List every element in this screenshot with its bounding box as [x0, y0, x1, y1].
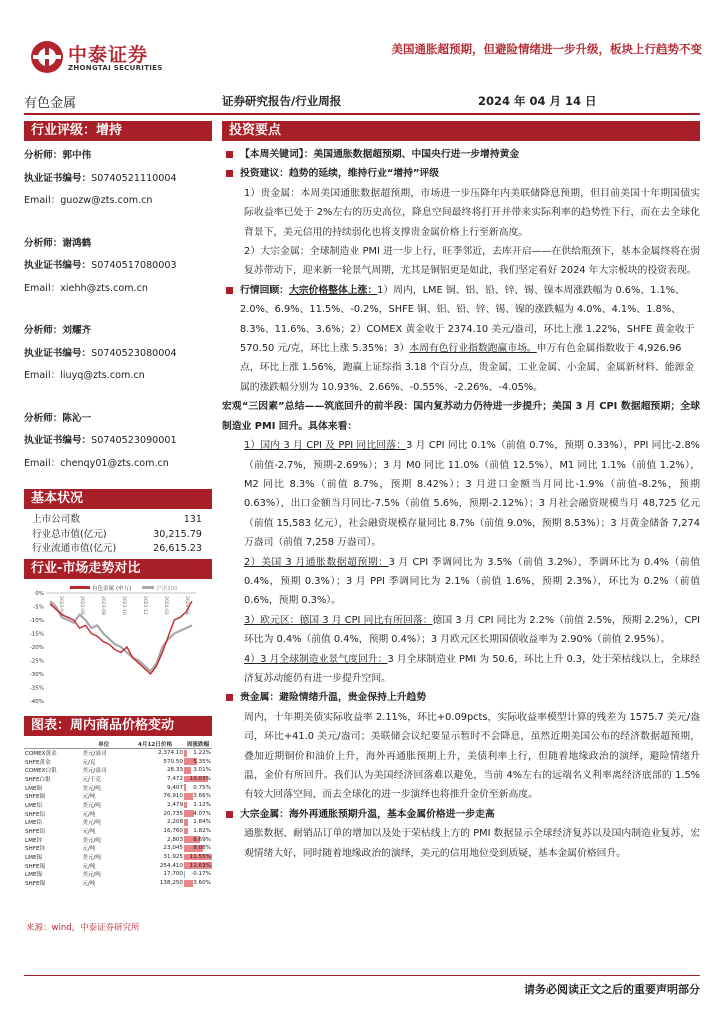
price-row — [24, 844, 212, 853]
price-unit: 元/吨 — [82, 829, 96, 836]
price-name: SHFE铝 — [25, 811, 46, 818]
logo-mark-icon — [30, 40, 64, 74]
analyst-cert: S0740523090001 — [91, 435, 177, 446]
legend-swatch — [70, 586, 90, 589]
x-tick-label: 2024-04 — [184, 595, 189, 615]
analyst-email[interactable]: liuyq@zts.com.cn — [60, 370, 145, 381]
price-name: LME铜 — [25, 785, 43, 792]
price-table — [24, 740, 212, 888]
analyst-email[interactable]: chenqy01@zts.com.cn — [60, 457, 169, 469]
company-logo — [30, 40, 190, 76]
col-header: 周涨跌幅 — [184, 740, 212, 749]
x-tick-label: 2023-04 — [58, 595, 63, 615]
price-name: SHFE镍 — [25, 881, 46, 888]
x-tick-label: 2023-08 — [100, 595, 105, 615]
price-change: 6.69% — [193, 836, 211, 843]
macro-china-title: 1）国内 3 月 CPI 及 PPI 同比回落： — [244, 440, 407, 452]
price-value: 23,045 — [163, 845, 183, 852]
series-line — [50, 601, 192, 671]
price-row — [24, 757, 212, 766]
trend-chart-svg — [24, 583, 212, 713]
x-tick-label: 2024-02 — [163, 595, 168, 615]
analyst-email-row — [24, 453, 212, 476]
analyst-email-label: Email： — [24, 195, 61, 206]
price-change: 1.82% — [193, 828, 211, 835]
main-content — [222, 121, 700, 863]
x-tick-label: 2023-12 — [142, 595, 147, 615]
y-tick-label: -5% — [33, 604, 44, 610]
price-change-bar — [184, 750, 187, 757]
price-change: 3.66% — [193, 793, 211, 800]
keyword-label: 【本周关键词】： — [240, 149, 314, 160]
price-table-bar: 图表：周内商品价格变动 — [24, 716, 212, 736]
analyst-name-row — [24, 320, 212, 343]
price-row — [24, 792, 212, 801]
legend-label: 有色金属 — [92, 585, 115, 592]
analyst-email-row — [24, 278, 212, 301]
x-tick-label: 2023-10 — [121, 595, 126, 615]
price-name: SHFE锡 — [25, 863, 46, 870]
macro-china-text: 3 月 CPI 同比 0.1%（前值 0.7%，预期 0.33%），PPI 同比-2.8%（前值-2.7%，预期-2.69%）；3 月 M0 同比 11.0%（前值 12.5%），M1 同比 1.1%（前值 1.2%），M2 同比 8.3%（前值 8.7%，预期 8.42%）；3 月进口金额当月同比-1.9%（前值-8.2%，预期 0.63%），出口金额当月同比-7.5%（前值 5.6%，预期-2.12%）；3 月社会融资规模当月 48,725 亿元（前值 15,583 亿元），社会融资规模存量同比 8.7%（前值 9.0%，预期 8.53%）；3 月黄金储备 7,274 万盎司（前值 7,258 万盎司）。 — [244, 440, 700, 549]
analyst-name: 刘耀齐 — [62, 325, 92, 336]
price-change-cell — [184, 775, 212, 784]
price-unit: 美元/吨 — [82, 855, 102, 862]
col-header: 4月12日价格 — [126, 740, 184, 749]
price-value: 17,700 — [163, 871, 183, 878]
price-change-cell — [184, 861, 212, 870]
macro-global-text: 3 月全球制造业 PMI 为 50.6，环比上升 0.3，处于荣枯线以上，全球经济复苏动能仍有进一步提升空间。 — [244, 653, 700, 684]
price-value: 16,760 — [163, 828, 183, 835]
price-change-cell — [184, 835, 212, 844]
analyst-name-row — [24, 233, 212, 256]
y-tick-label: 0% — [35, 590, 44, 597]
basic-value: 131 — [183, 514, 202, 525]
macro-china — [222, 436, 700, 552]
analyst-cert: S0740523080004 — [91, 347, 177, 359]
rating-bar: 行业评级：增持 — [24, 121, 212, 141]
advice-bullet: 投资建议：趋势的延续，维持行业“增持”评级 — [222, 164, 700, 183]
y-tick-label: -35% — [29, 685, 44, 691]
price-row — [24, 835, 212, 844]
price-unit: 元/吨 — [82, 863, 96, 870]
market-review-label: 行情回顾： — [240, 284, 289, 296]
price-value: 138,250 — [159, 880, 183, 887]
trend-chart — [24, 583, 212, 713]
macro-title: 宏观“三因素”总结——筑底回升的前半段：国内复苏动力仍待进一步提升；美国 3 月 CPI 数据超预期；全球制造业 PMI 回升。具体来看： — [222, 401, 700, 432]
price-table-header — [24, 740, 212, 749]
basic-value: 30,215.79 — [153, 528, 202, 540]
price-name: SHFE白银 — [25, 776, 51, 783]
price-unit: 元/吨 — [82, 794, 96, 801]
trend-bar: 行业-市场走势对比 — [24, 559, 212, 579]
footer-divider — [24, 975, 700, 976]
price-change-cell — [184, 879, 212, 888]
price-change-bar — [184, 828, 188, 835]
price-row — [24, 766, 212, 775]
header-divider — [24, 113, 700, 115]
price-name: LME锡 — [25, 855, 43, 862]
price-change-bar — [184, 784, 186, 791]
report-type: 证券研究报告/行业周报 — [222, 94, 342, 108]
x-tick-label: 2023-06 — [79, 595, 84, 615]
price-change: 3.60% — [193, 880, 211, 887]
macro-euro-text: 德国 3 月 CPI 同比为 2.2%（前值 2.5%，预期 2.2%），CPI 环比为 0.4%（前值 0.4%，预期 0.4%）；3 月欧元区长期国债收益率为 2.90%（前值 2.95%）。 — [244, 614, 701, 646]
y-tick-label: -15% — [29, 631, 44, 637]
price-name: COMEX白银 — [25, 768, 57, 775]
analyst-cert-row — [24, 168, 212, 191]
macro-us-text: 3 月 CPI 季调同比为 3.5%（前值 3.2%），季调环比为 0.4%（前值 0.4%，预期 0.3%）；3 月 PPI 季调同比为 2.1%（前值 1.6%，预期 2.3%），环比为 0.2%（前值 0.6%，预期 0.3%）。 — [244, 556, 700, 607]
price-row — [24, 783, 212, 792]
analyst-email[interactable]: xiehh@zts.com.cn — [60, 282, 148, 294]
price-change-bar — [184, 880, 193, 887]
y-tick-label: -30% — [29, 671, 44, 678]
price-change-cell — [184, 757, 212, 766]
analyst-name-label: 分析师： — [24, 237, 63, 249]
price-change-cell — [184, 749, 212, 758]
keyword-bullet — [222, 145, 700, 164]
price-name: LME铝 — [25, 802, 43, 809]
price-name: LME锌 — [25, 837, 43, 844]
y-tick-label: -20% — [29, 644, 44, 651]
analyst-list — [24, 145, 212, 475]
price-change-cell — [184, 844, 212, 853]
precious-metal-text: 周内，十年期美债实际收益率 2.11%，环比+0.09pcts，实际收益率模型计算的残差为 1575.7 美元/盎司，环比+41.0 美元/盎司；美联储会议纪要显示暂时不会降息，虽然近期美国公布的经济数据超预期，叠加近期铜价和油价上升，海外再通胀预期上升，美债利率上行，但随着地缘政治的演绎，避险情绪升温，金价有所回升。我们认为美国经济回落难以避免，当前 4%左右的远端名义利率离经济底部的 1.5%有较大回落空间，而去全球化的进一步演绎也将推升金价至新高度。 — [244, 711, 700, 801]
price-row — [24, 827, 212, 836]
price-unit: 美元/盎司 — [82, 768, 107, 775]
keyword-text: 美国通胀数据超预期、中国央行进一步增持黄金 — [313, 149, 520, 160]
y-tick-label: -25% — [29, 658, 44, 664]
gold-advice-paragraph: 1）贵金属：本周美国通胀数据超预期，市场进一步压降年内美联储降息预期，但目前美国十年期国债实际收益率已处于 2%左右的历史高位，降息空间最终将打开并带来实际利率的趋势性下行，而在去全球化背景下，美元信用的持续弱化也将支撑贵金属价格上行至新高度。 — [244, 187, 700, 238]
price-row — [24, 775, 212, 784]
price-unit: 元/吨 — [82, 881, 96, 888]
price-change: 1.22% — [193, 750, 211, 757]
price-name: LME镍 — [25, 872, 43, 879]
col-header — [24, 740, 81, 749]
price-unit: 美元/吨 — [82, 785, 102, 792]
price-change: 1.84% — [193, 819, 211, 826]
market-review-bullet — [222, 281, 700, 397]
base-metal-bullet: 大宗金属：海外再通胀预期升温，基本金属价格进一步走高 — [222, 805, 700, 824]
analyst-email-row — [24, 365, 212, 388]
analyst-cert-label: 执业证书编号： — [24, 172, 92, 184]
price-change-cell — [184, 801, 212, 810]
price-unit: 美元/吨 — [82, 837, 102, 844]
basic-label: 行业流通市值(亿元) — [32, 543, 117, 554]
price-row — [24, 861, 212, 870]
analyst-email[interactable]: guozw@zts.com.cn — [60, 195, 153, 206]
price-change-cell — [184, 809, 212, 818]
price-row — [24, 818, 212, 827]
price-value: 2,803 — [166, 836, 183, 843]
analyst-cert-label: 执业证书编号： — [24, 260, 92, 271]
page-footer — [0, 975, 700, 999]
price-change-cell — [184, 783, 212, 792]
analyst-name-label: 分析师： — [24, 150, 63, 161]
analyst-cert: S0740517080003 — [91, 260, 177, 271]
price-change-cell — [184, 853, 212, 862]
analyst-cert-row — [24, 255, 212, 278]
key-points-bar: 投资要点 — [222, 121, 700, 141]
price-row — [24, 870, 212, 879]
price-unit: 元/吨 — [82, 811, 96, 818]
price-row — [24, 749, 212, 758]
price-change-bar — [184, 819, 188, 826]
price-change: 11.63% — [189, 862, 211, 869]
price-unit: 美元/吨 — [82, 872, 102, 879]
analyst-cert-label: 执业证书编号： — [24, 435, 92, 446]
price-unit: 美元/吨 — [82, 802, 102, 809]
price-value: 31,925 — [163, 854, 183, 861]
price-change-bar — [184, 793, 193, 800]
price-change: 0.75% — [193, 784, 211, 791]
price-change-cell — [184, 792, 212, 801]
price-unit: 美元/盎司 — [82, 751, 107, 758]
analyst-email-row — [24, 190, 212, 213]
price-change: 4.07% — [193, 810, 211, 817]
price-value: 9,407 — [166, 784, 183, 791]
price-change: 10.03% — [189, 775, 211, 782]
basic-info-bar: 基本状况 — [24, 489, 212, 509]
price-value: 254,410 — [159, 862, 183, 869]
price-unit: 美元/吨 — [82, 820, 102, 827]
price-value: 2,208 — [166, 819, 183, 826]
price-value: 76,910 — [163, 793, 183, 800]
legend-label: (申万) — [116, 585, 132, 592]
price-change-bar — [184, 871, 185, 878]
price-change-bar — [184, 802, 187, 809]
price-table-body — [24, 749, 212, 888]
y-tick-label: -10% — [29, 617, 44, 624]
source-note: 来源：wind，中泰证券研究所 — [26, 922, 140, 933]
price-row — [24, 809, 212, 818]
macro-euro — [222, 611, 700, 650]
market-review-subtitle-2: 本周有色行业指数跑赢市场。 — [409, 343, 537, 355]
price-unit: 元/千克 — [82, 776, 102, 783]
report-date: 2024 年 04 月 14 日 — [478, 94, 597, 108]
price-change: -0.17% — [191, 871, 211, 878]
logo-text-cn: 中泰证券 — [68, 44, 149, 66]
analyst-name-label: 分析师： — [24, 412, 63, 424]
price-change-cell — [184, 818, 212, 827]
price-change: 3.01% — [193, 767, 211, 774]
disclaimer-note: 请务必阅读正文之后的重要声明部分 — [524, 983, 700, 996]
analyst-email-label: Email： — [24, 282, 61, 294]
analyst-name-label: 分析师： — [24, 325, 63, 336]
basic-info-table — [24, 513, 212, 557]
analyst-name-row — [24, 145, 212, 168]
price-change-bar — [184, 767, 191, 774]
price-value: 20,735 — [163, 810, 183, 817]
page-header — [0, 0, 724, 125]
basic-label: 行业总市值(亿元) — [32, 528, 107, 540]
price-unit: 元/克 — [82, 759, 96, 766]
macro-us — [222, 553, 700, 611]
analyst-email-label: Email： — [24, 370, 61, 381]
basic-label: 上市公司数 — [32, 514, 80, 525]
price-name: SHFE铜 — [25, 794, 46, 801]
left-sidebar — [24, 121, 212, 933]
analyst-cert-row — [24, 430, 212, 453]
base-metal-text: 通胀数据、耐销品订单的增加以及处于荣枯线上方的 PMI 数据显示全球经济复苏以及国内制造业复苏，宏观情绪大好，同时随着地缘政治的演绎，美元的信用地位受到质疑，基本金属价格回升。 — [244, 828, 700, 859]
macro-us-title: 2）美国 3 月通胀数据超预期： — [244, 556, 389, 568]
y-tick-label: -40% — [29, 698, 44, 705]
price-unit: 元/吨 — [82, 846, 96, 853]
analyst-cert-row — [24, 343, 212, 366]
sector-label: 有色金属 — [24, 96, 77, 111]
analyst-cert-label: 执业证书编号： — [24, 347, 92, 359]
macro-euro-title: 3）欧元区：德国 3 月 CPI 同比有所回落： — [244, 614, 433, 626]
basic-info-row — [24, 528, 212, 543]
logo-text-en: ZHONGTAI SECURITIES — [68, 64, 163, 72]
legend-label: 沪深300 — [156, 585, 178, 592]
price-name: SHFE黄金 — [25, 759, 51, 766]
macro-global — [222, 650, 700, 689]
analyst-name: 陈沁一 — [62, 412, 92, 424]
price-value: 2,374.10 — [158, 750, 183, 757]
price-change-cell — [184, 827, 212, 836]
market-review-text-2: 申万有色金属指数收于 4,926.96 点，环比上涨 1.56%，跑赢上证综指 3.18 个百分点，贵金属、工业金属、小金属、金属新材料、能源金属的涨跌幅分别为 10.93%、2.66%、-0.55%、-2.26%、-4.05%。 — [240, 343, 695, 393]
price-row — [24, 853, 212, 862]
analyst-name-row — [24, 408, 212, 431]
price-name: SHFE铅 — [25, 829, 46, 836]
price-name: COMEX黄金 — [25, 751, 57, 758]
bulk-advice-paragraph: 2）大宗金属：全球制造业 PMI 进一步上行，旺季邻近，去库开启——在供给瓶颈下，基本金属终将在弱复苏带动下，迎来新一轮景气周期，尤其是铜铝更是如此，我们坚定看好 2024 年大宗板块的投资表现。 — [244, 246, 700, 277]
price-value: 2,479 — [166, 801, 183, 808]
price-change: 1.12% — [193, 801, 211, 808]
analyst-email-label: Email： — [24, 457, 61, 469]
price-value: 7,472 — [166, 775, 183, 782]
precious-metal-bullet: 贵金属：避险情绪升温，贵金保持上升趋势 — [222, 688, 700, 707]
market-review-text: 1）周内，LME 铜、铝、铅、锌、锡、镍本周涨跌幅为 0.6%、1.1%、2.0%、6.9%、11.5%、-0.2%，SHFE 铜、铝、铅、锌、锡、镍的涨跌幅为 4.0%、4.1%、1.8%、8.3%、11.6%、3.6%；2）COMEX 黄金收于 2374.10 美元/盎司，环比上涨 1.22%，SHFE 黄金收于 570.50 元/克，环比上涨 5.35%；3） — [240, 284, 695, 355]
analyst-name: 谢鸿鹤 — [62, 237, 92, 249]
price-row — [24, 801, 212, 810]
price-name: SHFE锌 — [25, 846, 46, 853]
basic-info-row — [24, 513, 212, 528]
col-header: 单位 — [81, 740, 126, 749]
analyst-cert: S0740521110004 — [91, 172, 177, 184]
legend-swatch — [142, 586, 154, 589]
macro-global-title: 4）3 月全球制造业景气度回升： — [244, 653, 388, 665]
report-title: 美国通胀超预期，但避险情绪进一步升级，板块上行趋势不变 — [391, 42, 702, 56]
basic-value: 26,615.23 — [153, 543, 202, 554]
price-value: 28.33 — [166, 767, 183, 774]
basic-info-row — [24, 542, 212, 557]
price-change: 8.08% — [193, 845, 211, 852]
market-review-subtitle: 大宗价格整体上涨： — [288, 284, 378, 296]
price-change: 11.55% — [189, 854, 211, 861]
price-value: 570.50 — [163, 758, 183, 765]
price-change: 5.35% — [193, 758, 211, 765]
price-change-cell — [184, 766, 212, 775]
price-name: LME铅 — [25, 820, 43, 827]
price-change-cell — [184, 870, 212, 879]
analyst-name: 郭中伟 — [62, 150, 92, 161]
price-row — [24, 879, 212, 888]
